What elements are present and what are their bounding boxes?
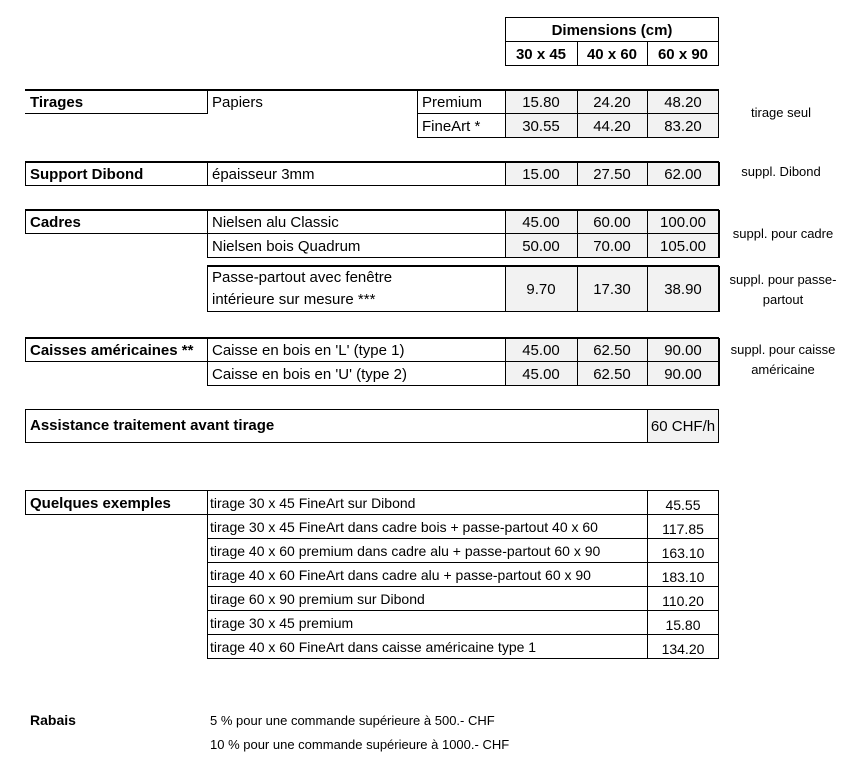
rabais-label: Rabais	[30, 712, 76, 728]
dibond-label: Support Dibond	[30, 166, 144, 183]
cadre-bois-40x60: 70.00	[593, 237, 631, 255]
dibond-60x90: 62.00	[664, 165, 702, 183]
cadres-note: suppl. pour cadre	[732, 226, 834, 241]
cadres-label: Cadres	[30, 214, 81, 231]
exemple-row-4-price: 183.10	[661, 569, 705, 585]
paper-premium: Premium	[422, 94, 483, 111]
tirages-label: Tirages	[30, 94, 84, 111]
assistance-label: Assistance traitement avant tirage	[30, 417, 275, 434]
tirage-premium-30x45: 15.80	[522, 93, 560, 111]
exemple-row-1-price: 45.55	[665, 497, 701, 513]
exemple-row-7-desc: tirage 40 x 60 FineArt dans caisse américaine type 1	[210, 639, 537, 655]
dibond-desc: épaisseur 3mm	[212, 166, 315, 183]
exemple-row-5-price: 110.20	[662, 593, 704, 609]
cadre-bois-30x45: 50.00	[522, 237, 560, 255]
exemple-row-5-desc: tirage 60 x 90 premium sur Dibond	[210, 591, 425, 607]
caisse-l-desc: Caisse en bois en 'L' (type 1)	[212, 342, 405, 359]
caisse-l-40x60: 62.50	[593, 341, 631, 359]
assistance-rate: 60 CHF/h	[650, 417, 716, 435]
caisses-note-2: américaine	[751, 362, 815, 377]
exemple-row-3-desc: tirage 40 x 60 premium dans cadre alu + passe-partout 60 x 90	[210, 543, 601, 559]
rabais-line-2: 10 % pour une commande supérieure à 1000.- CHF	[210, 737, 510, 752]
exemple-row-6-desc: tirage 30 x 45 premium	[210, 615, 354, 631]
passe-partout-note-1: suppl. pour passe-	[729, 272, 837, 287]
dimensions-title: Dimensions (cm)	[551, 22, 673, 39]
exemple-row-7-price: 134.20	[661, 641, 705, 657]
passe-partout-desc-1: Passe-partout avec fenêtre	[212, 269, 393, 286]
size-col-1: 30 x 45	[515, 46, 567, 63]
cadre-alu-30x45: 45.00	[522, 213, 560, 231]
caisse-l-60x90: 90.00	[664, 341, 702, 359]
exemple-row-4-desc: tirage 40 x 60 FineArt dans cadre alu + passe-partout 60 x 90	[210, 567, 591, 583]
cadre-bois-60x90: 105.00	[660, 237, 706, 255]
dibond-40x60: 27.50	[593, 165, 631, 183]
passe-partout-note-2: partout	[762, 292, 804, 307]
tirage-premium-40x60: 24.20	[593, 93, 631, 111]
exemple-row-6-price: 15.80	[665, 617, 701, 633]
caisse-l-30x45: 45.00	[522, 341, 560, 359]
dibond-30x45: 15.00	[522, 165, 560, 183]
cadre-alu-40x60: 60.00	[593, 213, 631, 231]
paper-fineart: FineArt *	[422, 118, 481, 135]
caisse-u-desc: Caisse en bois en 'U' (type 2)	[212, 366, 407, 383]
passe-partout-desc-2: intérieure sur mesure ***	[212, 291, 376, 308]
passe-partout-60x90: 38.90	[664, 280, 702, 298]
passe-partout-30x45: 9.70	[526, 280, 556, 298]
cadre-alu-desc: Nielsen alu Classic	[212, 214, 339, 231]
tirages-note: tirage seul	[751, 105, 811, 120]
size-col-3: 60 x 90	[657, 46, 709, 63]
tirage-fineart-60x90: 83.20	[664, 117, 702, 135]
exemples-label: Quelques exemples	[30, 495, 171, 512]
size-col-2: 40 x 60	[586, 46, 638, 63]
exemple-row-3-price: 163.10	[661, 545, 705, 561]
passe-partout-40x60: 17.30	[593, 280, 631, 298]
rabais-line-1: 5 % pour une commande supérieure à 500.- CHF	[210, 713, 495, 728]
tirages-sublabel: Papiers	[212, 94, 263, 111]
tirage-fineart-40x60: 44.20	[593, 117, 631, 135]
caisses-label: Caisses américaines **	[30, 342, 194, 359]
caisses-note-1: suppl. pour caisse	[730, 342, 836, 357]
caisse-u-40x60: 62.50	[593, 365, 631, 383]
tirage-fineart-30x45: 30.55	[522, 117, 560, 135]
exemple-row-2-price: 117.85	[662, 521, 704, 537]
exemple-row-2-desc: tirage 30 x 45 FineArt dans cadre bois + passe-partout 40 x 60	[210, 519, 598, 535]
tirage-premium-60x90: 48.20	[664, 93, 702, 111]
cadre-bois-desc: Nielsen bois Quadrum	[212, 238, 361, 255]
dibond-note: suppl. Dibond	[741, 164, 821, 179]
cadre-alu-60x90: 100.00	[660, 213, 706, 231]
caisse-u-30x45: 45.00	[522, 365, 560, 383]
caisse-u-60x90: 90.00	[664, 365, 702, 383]
exemple-row-1-desc: tirage 30 x 45 FineArt sur Dibond	[210, 495, 416, 511]
